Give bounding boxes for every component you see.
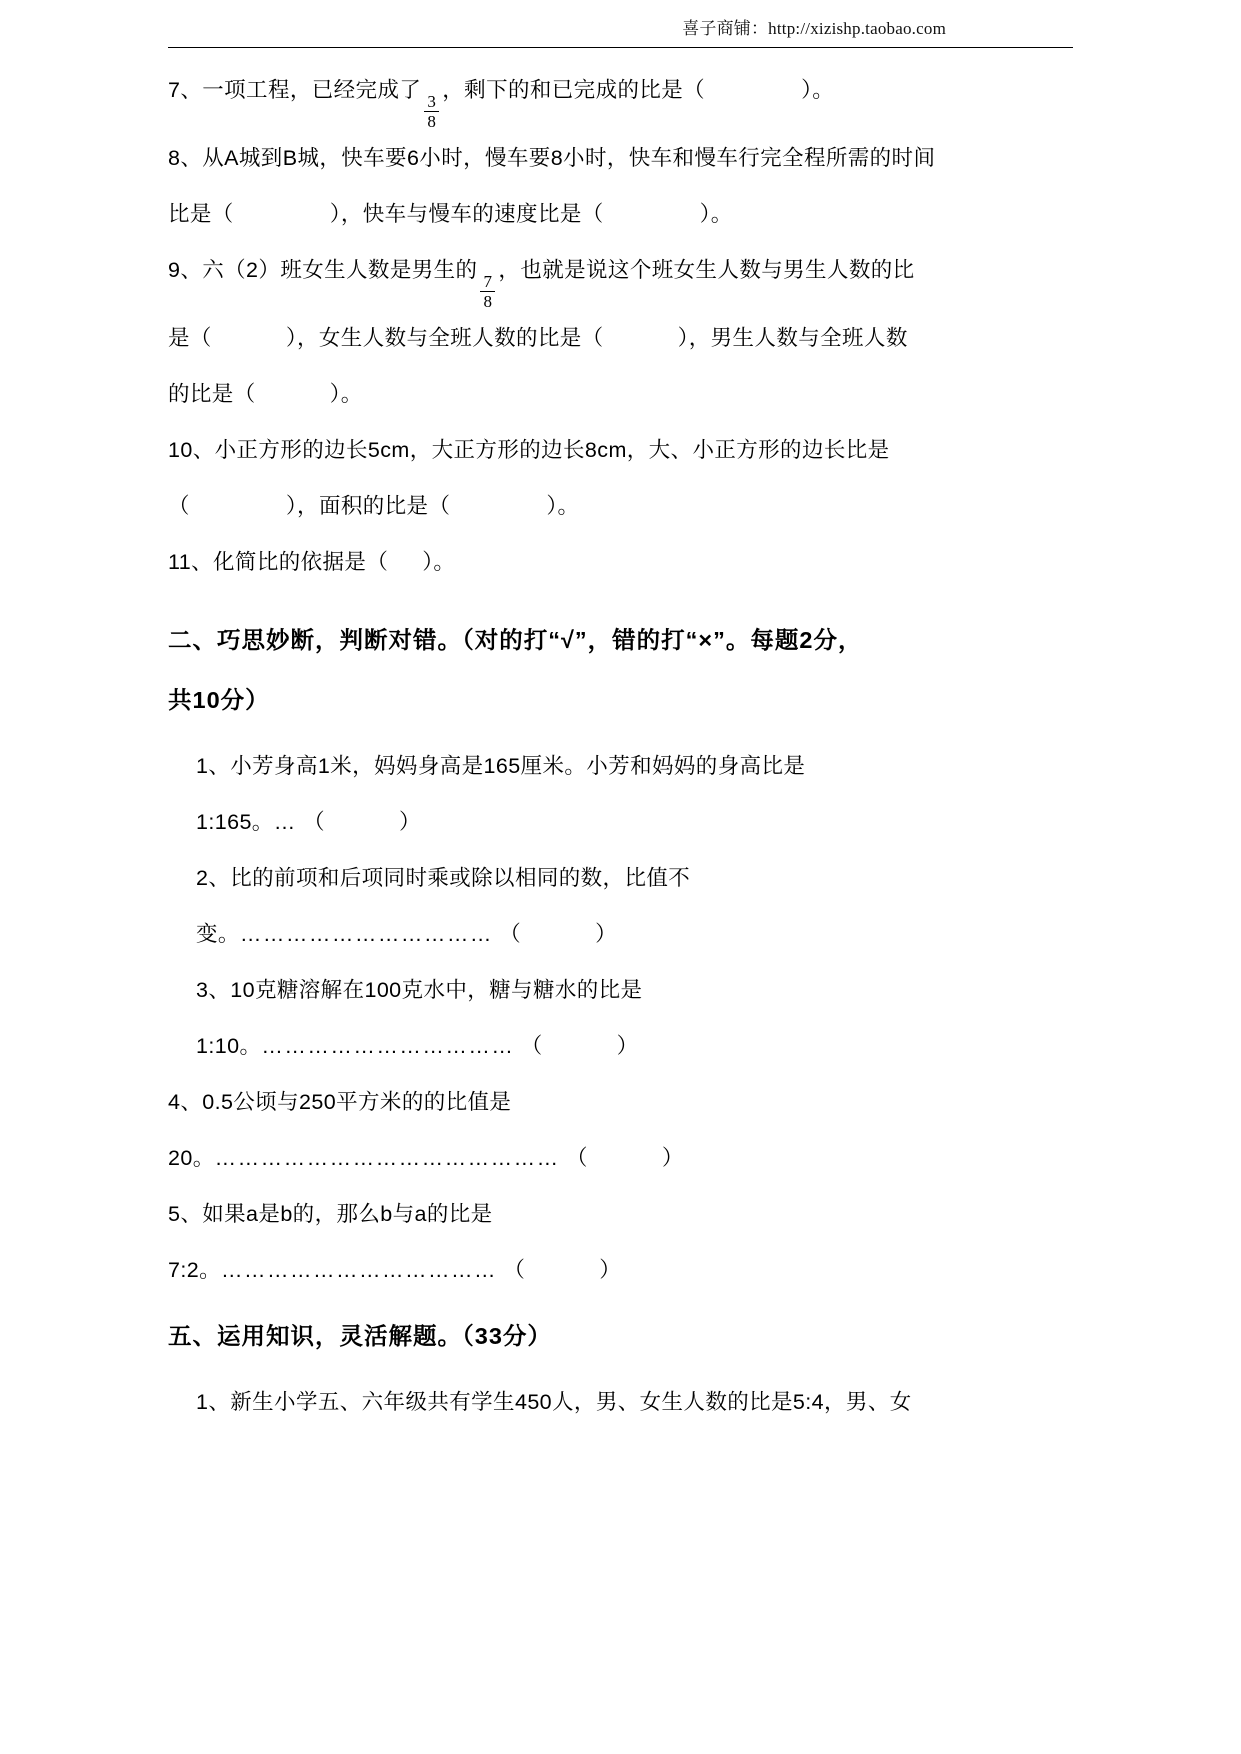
tf-item-3-line-2 (168, 1018, 958, 1074)
section-two-heading-text-2: 共10分） (168, 687, 270, 713)
tf-item-4-text: 4、0.5公顷与250平方米的的比值是 (168, 1090, 512, 1114)
worksheet-content (168, 62, 958, 1430)
fraction-denominator: 8 (427, 112, 437, 131)
question-7-tail: ）。 (801, 78, 835, 102)
tf-item-5-text: 5、如果a是b的，那么b与a的比是 (168, 1202, 493, 1226)
tf-item-2-paren-close: ） (595, 922, 617, 946)
question-9-line-2 (168, 310, 958, 366)
question-8-text-c: ）。 (699, 202, 733, 226)
fraction-numerator: 3 (427, 92, 437, 111)
question-11 (168, 534, 958, 590)
tf-item-2-paren-open: （ (499, 922, 522, 946)
question-10-text-line1: 10、小正方形的边长5cm，大正方形的边长8cm，大、小正方形的边长比是 (168, 438, 890, 462)
question-11-text-a: 11、化简比的依据是（ (168, 550, 389, 574)
tf-item-2-line-1 (168, 850, 958, 906)
tf-item-1-leader-dots: … (273, 810, 297, 834)
fraction-denominator: 8 (483, 292, 493, 311)
tf-item-5-paren-close: ） (599, 1258, 622, 1282)
question-9-line-3 (168, 366, 958, 422)
tf-item-2-line-2 (168, 906, 958, 962)
tf-item-1-paren-open: （ (303, 810, 325, 834)
question-8-line-1 (168, 130, 958, 186)
question-10-text-a: （ (168, 494, 190, 518)
tf-item-3-text: 3、10克糖溶解在100克水中，糖与糖水的比是 (196, 978, 643, 1002)
tf-item-5-line-1 (168, 1186, 958, 1242)
fraction-three-eighths (424, 93, 439, 130)
tf-item-5-leader-dots: ……………………………… (221, 1258, 497, 1282)
tf-item-1-paren-close: ） (398, 810, 421, 834)
question-8-text-line1: 8、从A城到B城，快车要6小时，慢车要8小时，快车和慢车行完全程所需的时间 (168, 146, 936, 170)
question-10-text-b: ），面积的比是（ (285, 494, 451, 518)
tf-item-4-line-2 (168, 1130, 958, 1186)
question-9-suffix: ，也就是说这个班女生人数与男生人数的比 (498, 258, 915, 282)
tf-item-5-line-2 (168, 1242, 958, 1298)
question-9-text-a: 是（ (168, 326, 212, 350)
tf-item-4-paren-open: （ (566, 1146, 588, 1170)
spacer-after-section-two-heading (168, 730, 958, 738)
section-two-heading-line-1 (168, 610, 958, 670)
section-five-item-1-text: 1、新生小学五、六年级共有学生450人，男、女生人数的比是5:4，男、女 (196, 1390, 912, 1414)
tf-item-5-value: 7:2。 (168, 1258, 221, 1282)
question-9-line-1 (168, 242, 958, 310)
header-divider-rule (168, 47, 1073, 48)
tf-item-1-value: 1:165。 (196, 810, 274, 834)
tf-item-4-paren-close: ） (661, 1146, 684, 1170)
tf-item-1-text: 1、小芳身高1米，妈妈身高是165厘米。小芳和妈妈的身高比是 (196, 754, 806, 778)
tf-item-3-value: 1:10。 (196, 1034, 262, 1058)
tf-item-4-leader-dots: ……………………………………… (214, 1146, 560, 1170)
question-11-text-b: ）。 (422, 550, 456, 574)
question-8-text-a: 比是（ (168, 202, 234, 226)
tf-item-4-line-1 (168, 1074, 958, 1130)
fraction-numerator: 7 (483, 272, 493, 291)
section-two-heading-text-1: 二、巧思妙断，判断对错。（对的打“√”，错的打“×”。每题2分， (168, 627, 863, 653)
question-10-text-c: ）。 (546, 494, 580, 518)
question-9-text-c: ），男生人数与全班人数 (677, 326, 908, 350)
section-five-heading (168, 1306, 958, 1366)
tf-item-2-text: 2、比的前项和后项同时乘或除以相同的数，比值不 (196, 866, 691, 890)
question-7 (168, 62, 958, 130)
section-two-heading-line-2 (168, 670, 958, 730)
tf-item-3-paren-close: ） (616, 1034, 639, 1058)
question-10-line-1 (168, 422, 958, 478)
section-five-item-1 (168, 1374, 958, 1430)
tf-item-2-value: 变。 (196, 922, 240, 946)
tf-item-5-paren-open: （ (503, 1258, 526, 1282)
tf-item-4-value: 20。 (168, 1146, 215, 1170)
page-header (0, 0, 1241, 48)
spacer-after-section-five-heading (168, 1366, 958, 1374)
question-7-suffix: ，剩下的和已完成的比是（ (442, 78, 706, 102)
tf-item-3-leader-dots: …………………………… (261, 1034, 515, 1058)
tf-item-1-line-1 (168, 738, 958, 794)
section-five-heading-text: 五、运用知识，灵活解题。（33分） (168, 1323, 552, 1349)
question-9-text-e: ）。 (329, 382, 363, 406)
shop-watermark-text: 喜子商铺：http://xizishp.taobao.com (682, 19, 946, 38)
spacer-before-section-two (168, 590, 958, 610)
tf-item-1-line-2 (168, 794, 958, 850)
spacer-before-section-five (168, 1298, 958, 1306)
question-9-text-b: ），女生人数与全班人数的比是（ (285, 326, 604, 350)
question-7-prefix: 7、一项工程，已经完成了 (168, 78, 422, 102)
question-9-text-d: 的比是（ (168, 382, 256, 406)
tf-item-3-paren-open: （ (520, 1034, 543, 1058)
fraction-seven-eighths (480, 273, 495, 310)
question-10-line-2 (168, 478, 958, 534)
question-8-text-b: ），快车与慢车的速度比是（ (329, 202, 604, 226)
tf-item-3-line-1 (168, 962, 958, 1018)
question-8-line-2 (168, 186, 958, 242)
tf-item-2-leader-dots: …………………………… (239, 922, 493, 946)
question-9-prefix: 9、六（2）班女生人数是男生的 (168, 258, 478, 282)
